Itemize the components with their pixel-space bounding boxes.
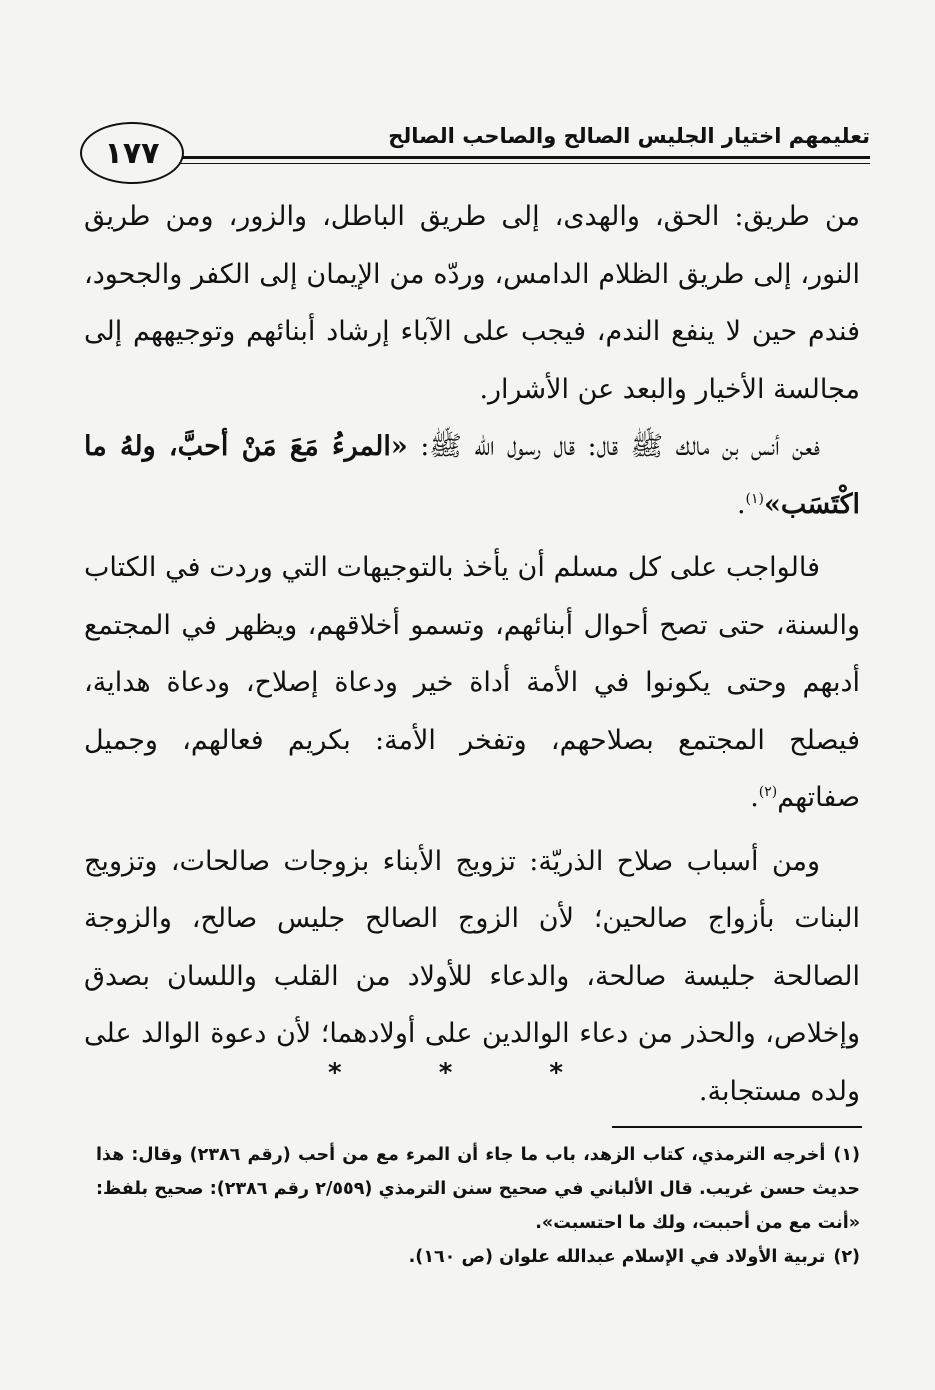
main-text — [84, 188, 860, 1120]
paragraph-2 — [84, 418, 860, 533]
hadith-quote: «المرءُ مَعَ مَنْ أحبَّ، ولهُ ما اكْتَسَب» — [84, 431, 860, 520]
paragraph-3 — [84, 539, 860, 827]
paragraph-3-end: . — [750, 782, 759, 813]
footnote-text: تربية الأولاد في الإسلام عبدالله علوان (ص ١٦٠). — [408, 1247, 826, 1267]
footnote-text: أخرجه الترمذي، كتاب الزهد، باب ما جاء أن المرء مع من أحب (رقم ٢٣٨٦) وقال: هذا حديث حسن غريب. قال الألباني في صحيح سنن الترمذي (٢/٥٥٩ رقم ٢٣٨٦): صحيح بلفظ: «أنت مع من أحببت، ولك ما احتسبت». — [96, 1145, 860, 1233]
header-rule-thick — [172, 156, 870, 159]
footnote-divider — [612, 1126, 862, 1128]
paragraph-1: من طريق: الحق، والهدى، إلى طريق الباطل، والزور، ومن طريق النور، إلى طريق الظلام الدامس، وردّه من الإيمان إلى الكفر والجحود، فندم حين لا ينفع الندم، فيجب على الآباء إرشاد أبنائهم وتوجيههم إلى مجالسة الأخيار والبعد عن الأشرار. — [84, 201, 860, 405]
paragraph-3-text: فالواجب على كل مسلم أن يأخذ بالتوجيهات التي وردت في الكتاب والسنة، حتى تصح أحوال أبنائهم، وتسمو أخلاقهم، ويظهر في المجتمع أدبهم وحتى يكونوا في الأمة أداة خير ودعاة إصلاح، ودعاة هداية، فيصلح المجتمع بصلاحهم، وتفخر الأمة: بكريم فعالهم، وجميل صفاتهم — [84, 552, 860, 813]
paragraph-2-end: . — [736, 488, 746, 520]
footnote-1 — [96, 1138, 860, 1240]
footnote-ref-2: (٢) — [758, 784, 778, 800]
hadith-intro: فعن أنس بن مالك ﷺ قال: قال رسول الله ﷺ: — [420, 431, 820, 462]
running-header — [80, 118, 870, 190]
footnote-ref-1: (١) — [745, 490, 765, 507]
running-title: تعليمهم اختيار الجليس الصالح والصاحب الصالح — [388, 124, 870, 148]
footnote-number: (١) — [833, 1145, 861, 1165]
page-number: ١٧٧ — [80, 122, 184, 184]
footnote-number: (٢) — [833, 1247, 860, 1267]
section-separator: * * * — [328, 1058, 607, 1088]
footnotes — [96, 1138, 860, 1274]
footnote-2 — [96, 1240, 860, 1274]
header-rule-thin — [178, 163, 870, 164]
paragraph-4: ومن أسباب صلاح الذريّة: تزويج الأبناء بزوجات صالحات، وتزويج البنات بأزواج صالحين؛ لأن الزوج الصالح جليس صالح، والزوجة الصالحة جليسة صالحة، والدعاء للأولاد من القلب واللسان بصدق وإخلاص، والحذر من دعاء الوالدين على أولادهما؛ لأن دعوة الوالد على ولده مستجابة. — [84, 845, 860, 1107]
